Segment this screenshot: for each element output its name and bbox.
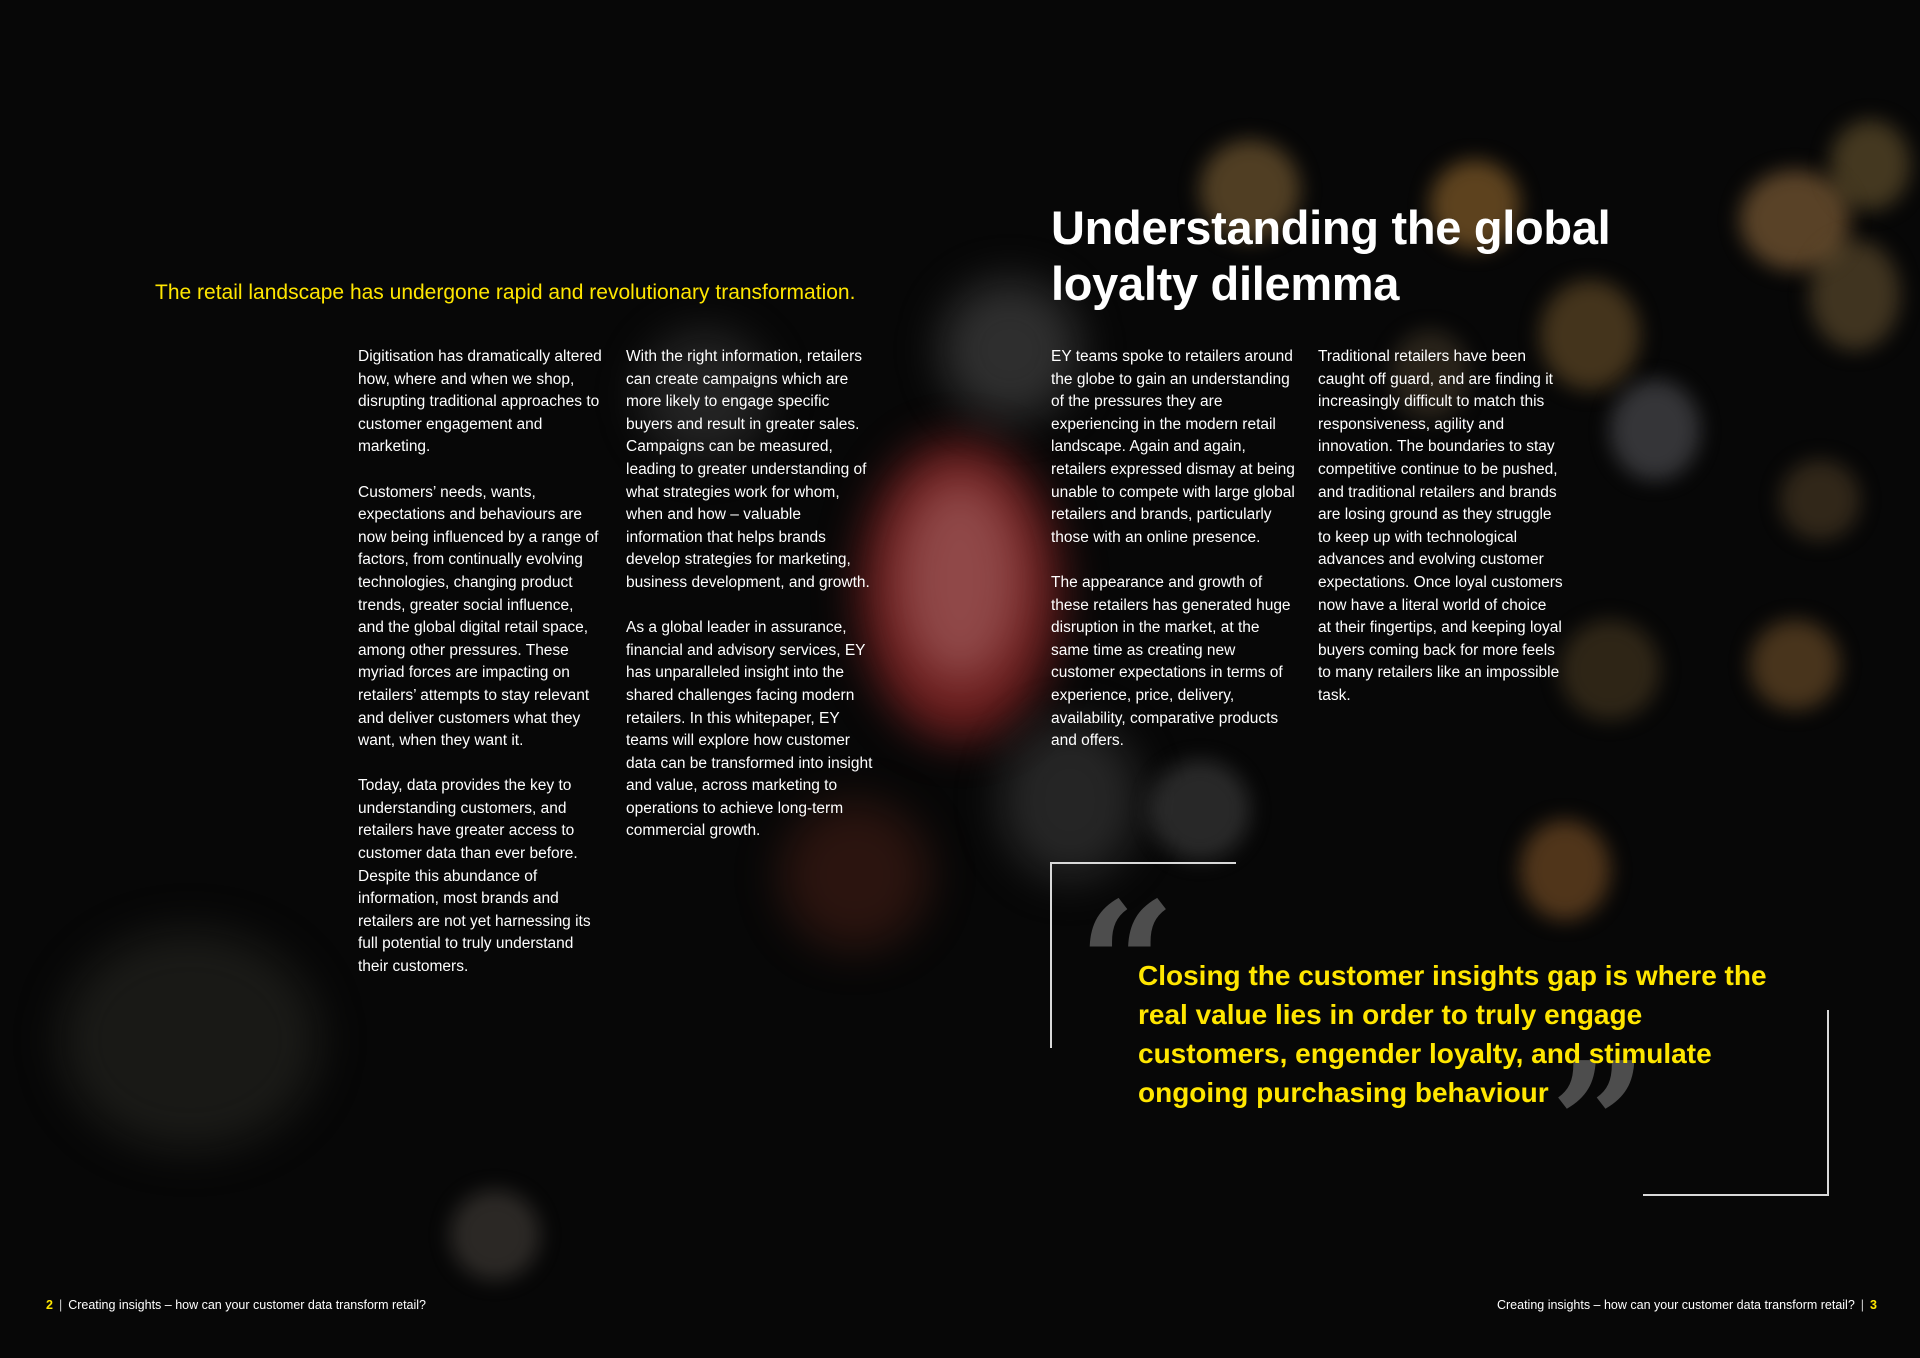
footer-separator: |: [1860, 1298, 1865, 1312]
bokeh-light: [1810, 240, 1900, 350]
quote-frame-top-line: [1050, 862, 1236, 864]
page-number-right: 3: [1870, 1298, 1877, 1312]
footer-right: [1497, 1296, 1877, 1314]
bokeh-light: [1610, 380, 1700, 480]
pull-quote-text: Closing the customer insights gap is where the real value lies in order to truly engage customers, engender loyalty, and stimulate ongoing purchasing behaviour: [1138, 960, 1767, 1108]
footer-title-left: Creating insights – how can your customer data transform retail?: [68, 1298, 427, 1312]
bokeh-light: [1780, 460, 1860, 540]
close-quote-icon: ”: [1550, 1025, 1648, 1225]
bokeh-light: [1560, 620, 1660, 720]
paragraph: The appearance and growth of these retailers has generated huge disruption in the market, at the same time as creating new customer expectations in terms of experience, price, delivery, availability, comparative products and offers.: [1051, 573, 1291, 750]
bokeh-light: [900, 480, 1020, 680]
body-column-2: [626, 346, 876, 866]
paragraph: Digitisation has dramatically altered how, where and when we shop, disrupting traditional approaches to customer engagement and marketing.: [358, 348, 602, 456]
body-column-1: [358, 346, 603, 1001]
quote-frame-left-line: [1050, 862, 1052, 1048]
section-headline: Understanding the global loyalty dilemma: [1051, 201, 1611, 310]
footer-separator: |: [58, 1298, 63, 1312]
footer-title-right: Creating insights – how can your customer data transform retail?: [1496, 1298, 1855, 1312]
paragraph: As a global leader in assurance, financial and advisory services, EY has unparalleled insight into the shared challenges facing modern retailers. In this whitepaper, EY teams will explore how customer data can be transformed into insight and value, across marketing to operations to achieve long-term commercial growth.: [626, 619, 873, 840]
bokeh-light: [1830, 120, 1910, 210]
quote-frame-bottom-line: [1643, 1194, 1829, 1196]
body-column-4: [1318, 346, 1563, 730]
paragraph: Customers’ needs, wants, expectations and behaviours are now being influenced by a range of factors, from continually evolving technologies, changing product trends, greater social influence, and the global digital retail space, among other pressures. These myriad forces are impacting on retailers’ attempts to stay relevant and deliver customers what they want, when they want it.: [358, 483, 599, 750]
paragraph: With the right information, retailers can create campaigns which are more likely to engage specific buyers and result in greater sales. Campaigns can be measured, leading to greater understanding of what strategies work for whom, when and how – valuable information that helps brands develop strategies for marketing, business development, and growth.: [626, 348, 870, 591]
bokeh-light: [60, 930, 320, 1150]
bokeh-light: [1520, 820, 1610, 920]
paragraph: Today, data provides the key to understanding customers, and retailers have greater access to customer data than ever before. Despite this abundance of information, most brands and retailers are not yet harnessing its full potential to truly understand their customers.: [358, 777, 591, 976]
bokeh-light: [450, 1190, 540, 1280]
paragraph: EY teams spoke to retailers around the globe to gain an understanding of the pressures they are experiencing in the modern retail landscape. Again and again, retailers expressed dismay at being unable to compete with large global retailers and brands, particularly those with an online presence.: [1051, 348, 1295, 546]
footer-left: [46, 1296, 426, 1314]
body-column-3: [1051, 346, 1296, 775]
open-quote-icon: “: [1078, 865, 1176, 1065]
bokeh-light: [1750, 620, 1840, 710]
intro-statement: The retail landscape has undergone rapid and revolutionary transformation.: [155, 281, 856, 304]
page-number-left: 2: [46, 1298, 53, 1312]
paragraph: Traditional retailers have been caught off guard, and are finding it increasingly difficult to match this responsiveness, agility and innovation. The boundaries to stay competitive continue to be pushed, and traditional retailers and brands are losing ground as they struggle to keep up with technological advances and evolving customer expectations. Once loyal customers now have a literal world of choice at their fingertips, and keeping loyal buyers coming back for more feels to many retailers like an impossible task.: [1318, 348, 1563, 704]
quote-frame-right-line: [1827, 1010, 1829, 1196]
